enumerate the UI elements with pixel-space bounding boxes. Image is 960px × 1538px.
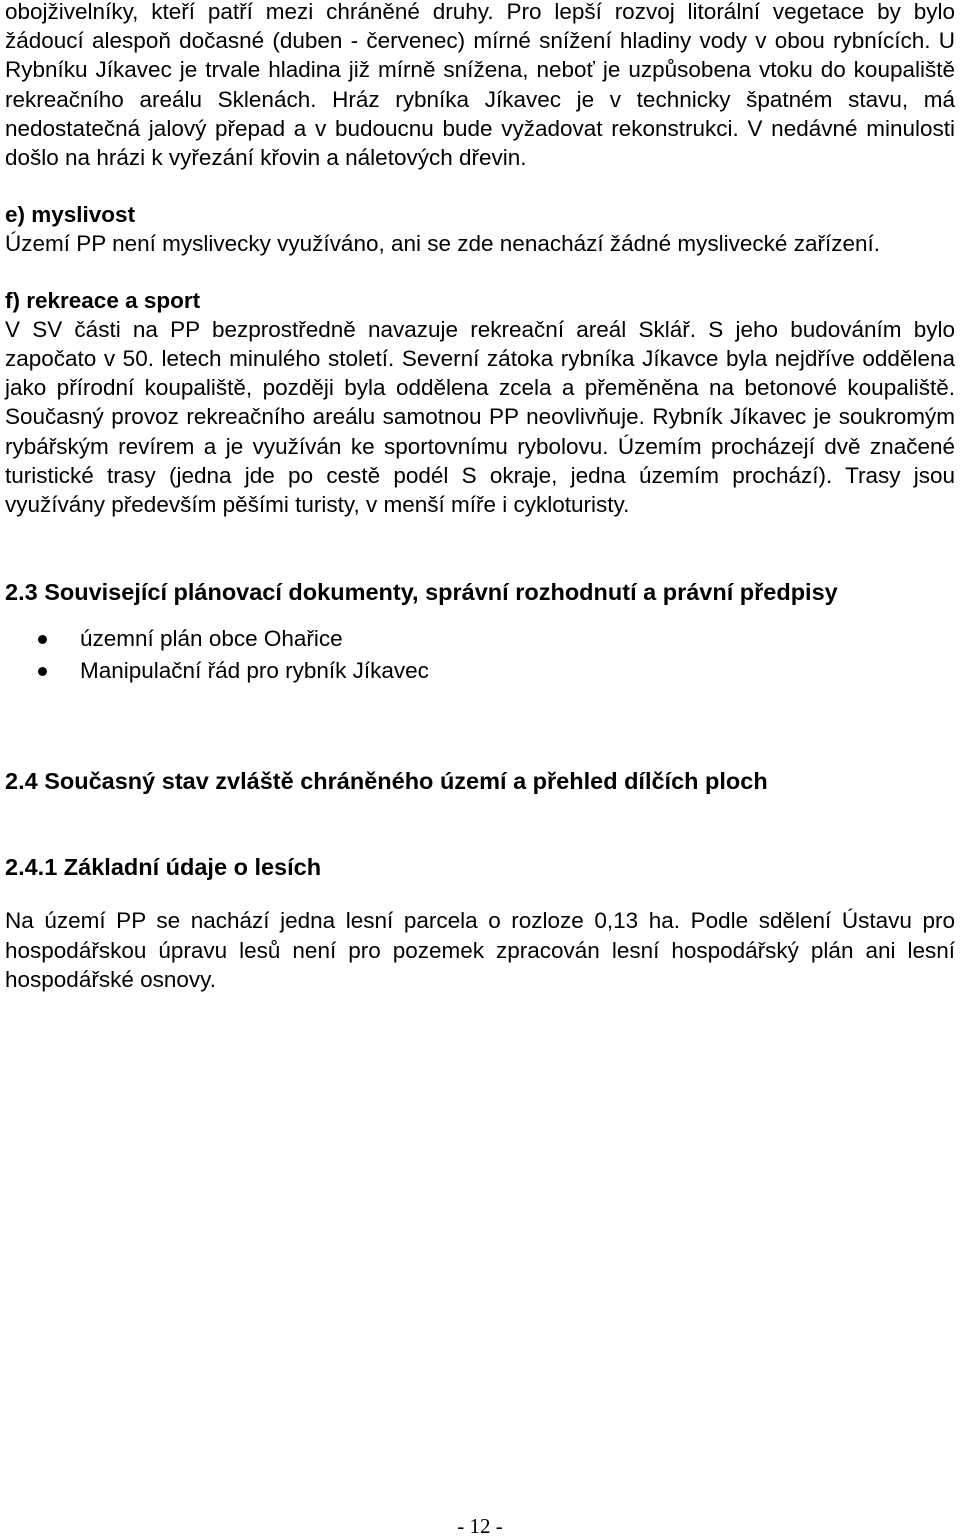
bullet-icon — [38, 667, 47, 676]
bullet-icon — [38, 635, 47, 644]
list-item-text: Manipulační řád pro rybník Jíkavec — [80, 657, 429, 683]
section-e-title: e) myslivost — [5, 202, 136, 228]
document-page — [5, 0, 955, 994]
related-documents-list — [5, 623, 955, 686]
section-2-3-heading: 2.3 Související plánovací dokumenty, správní rozhodnutí a právní předpisy — [5, 579, 838, 606]
paragraph-pond-management: obojživelníky, kteří patří mezi chráněné druhy. Pro lepší rozvoj litorální vegetace by bylo žádoucí alespoň dočasné (duben - červenec) mírné snížení hladiny vody v obou rybnících. U Rybníku Jíkavec je trvale hladina již mírně snížena, neboť je uzpůsobena vtoku do koupaliště rekreačního areálu Sklenách. Hráz rybníka Jíkavec je v technicky špatném stavu, má nedostatečná jalový přepad a v budoucnu bude vyžadovat rekonstrukci. V nedávné minulosti došlo na hrázi k vyřezání křovin a náletových dřevin. — [5, 0, 955, 171]
section-e-text: Území PP není myslivecky využíváno, ani se zde nenachází žádné myslivecké zařízení. — [5, 231, 880, 257]
list-item-text: územní plán obce Ohařice — [80, 626, 343, 652]
section-2-4-1-text: Na území PP se nachází jedna lesní parcela o rozloze 0,13 ha. Podle sdělení Ústavu pro hospodářskou úpravu lesů není pro pozemek zpracován lesní hospodářský plán ani lesní hospodářské osnovy. — [5, 908, 955, 992]
page-number: - 12 - — [457, 1514, 503, 1538]
list-item — [5, 623, 955, 655]
list-item — [5, 655, 955, 687]
section-f-text: V SV části na PP bezprostředně navazuje rekreační areál Sklář. S jeho budováním bylo započato v 50. letech minulého století. Severní zátoka rybníka Jíkavce byla nejdříve oddělena jako přírodní koupaliště, později byla oddělena zcela a přeměněna na betonové koupaliště. Současný provoz rekreačního areálu samotnou PP neovlivňuje. Rybník Jíkavec je soukromým rybářským revírem a je využíván ke sportovnímu rybolovu. Územím procházejí dvě značené turistické trasy (jedna jde po cestě podél S okraje, jedna územím prochází). Trasy jsou využívány především pěšími turisty, v menší míře i cykloturisty. — [5, 316, 955, 518]
section-2-4-heading: 2.4 Současný stav zvláště chráněného území a přehled dílčích ploch — [5, 768, 768, 795]
section-f-title: f) rekreace a sport — [5, 287, 201, 313]
section-2-4-1-heading: 2.4.1 Základní údaje o lesích — [5, 854, 322, 881]
